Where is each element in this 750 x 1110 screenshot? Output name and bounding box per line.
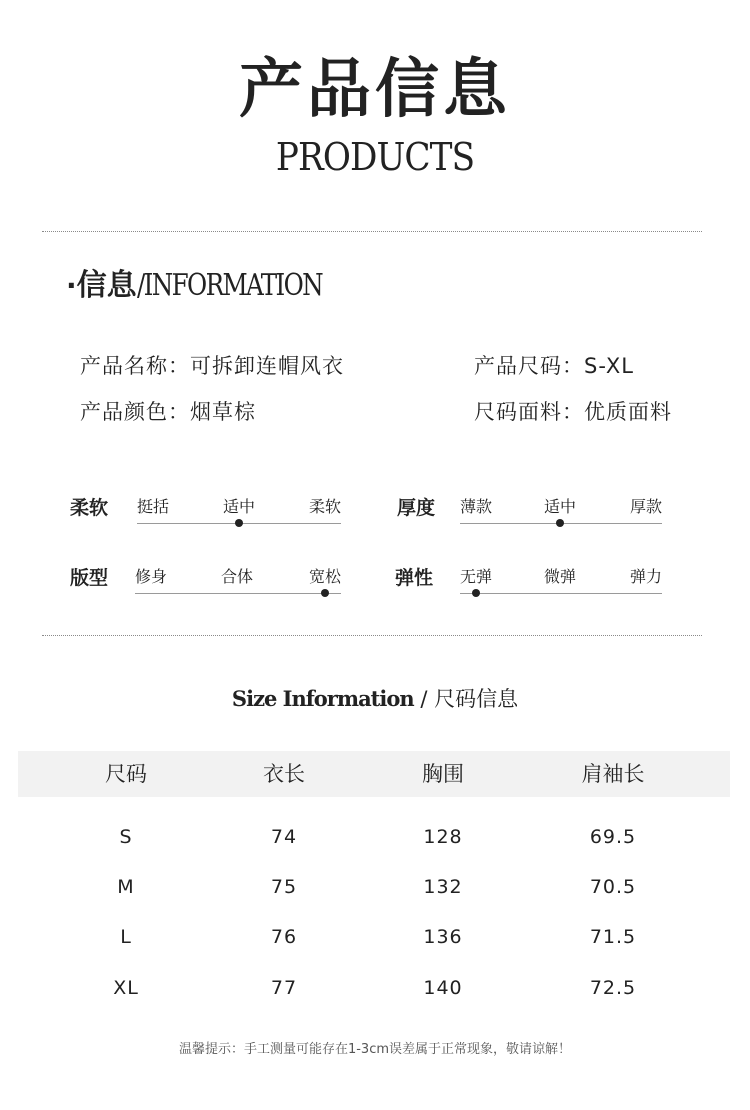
softness-option-2: 适中: [223, 497, 256, 516]
table-cell-chest: 132: [423, 876, 463, 898]
fit-option-3: 宽松: [308, 567, 341, 586]
table-cell-length: 77: [270, 977, 298, 999]
table-cell-chest: 140: [423, 977, 463, 999]
table-cell-sleeve: 69.5: [589, 826, 637, 848]
column-header-sleeve: 肩袖长: [581, 762, 645, 786]
fit-scale-bar: [135, 593, 341, 594]
softness-marker: [235, 519, 243, 527]
table-cell-size: M: [117, 876, 135, 898]
elasticity-scale-bar: [460, 593, 662, 594]
column-header-chest: 胸围: [422, 762, 464, 786]
thickness-option-1: 薄款: [460, 497, 493, 516]
thickness-option-2: 适中: [544, 497, 577, 516]
fit-option-2: 合体: [221, 567, 254, 586]
table-cell-chest: 128: [423, 826, 463, 848]
elasticity-option-1: 无弹: [460, 567, 493, 586]
table-cell-chest: 136: [423, 926, 463, 948]
page-title: 产品信息: [239, 53, 511, 127]
elasticity-label: 弹性: [395, 567, 434, 589]
thickness-scale: [460, 496, 662, 536]
table-cell-length: 75: [270, 876, 298, 898]
softness-label: 柔软: [70, 497, 109, 519]
size-heading-en: Size Information: [231, 686, 414, 711]
column-header-size: 尺码: [105, 762, 147, 786]
elasticity-option-3: 弹力: [629, 567, 662, 586]
product-fabric: 尺码面料：优质面料: [474, 400, 672, 424]
info-heading-en: /INFORMATION: [136, 268, 322, 303]
table-cell-size: L: [120, 926, 132, 948]
bullet-dot: ·: [66, 269, 77, 302]
table-cell-size: XL: [113, 977, 139, 999]
fit-label: 版型: [70, 567, 109, 589]
table-cell-sleeve: 70.5: [589, 876, 637, 898]
size-section-heading: [0, 684, 750, 714]
fit-marker: [321, 589, 329, 597]
table-cell-length: 74: [270, 826, 298, 848]
divider-top: [42, 231, 702, 232]
measurement-note: 温馨提示：手工测量可能存在1-3cm误差属于正常现象，敬请谅解！: [178, 1042, 572, 1057]
thickness-label: 厚度: [397, 497, 436, 519]
table-cell-length: 76: [270, 926, 298, 948]
elasticity-option-2: 微弹: [544, 567, 577, 586]
size-heading-separator: /: [413, 687, 435, 711]
product-size-range: 产品尺码：S-XL: [474, 354, 634, 378]
page-subtitle: PRODUCTS: [275, 135, 475, 179]
divider-middle: [42, 635, 702, 636]
table-cell-sleeve: 72.5: [589, 977, 637, 999]
fit-option-1: 修身: [135, 567, 168, 586]
thickness-option-3: 厚款: [629, 497, 662, 516]
product-name: 产品名称：可拆卸连帽风衣: [80, 354, 344, 378]
info-heading-cn: 信息: [76, 268, 137, 303]
fit-scale: [135, 566, 341, 606]
column-header-length: 衣长: [263, 762, 305, 786]
elasticity-marker: [472, 589, 480, 597]
softness-option-1: 挺括: [137, 497, 170, 516]
info-section-heading: [66, 266, 362, 306]
table-cell-size: S: [119, 826, 133, 848]
table-cell-sleeve: 71.5: [589, 926, 637, 948]
softness-scale: [137, 496, 341, 536]
elasticity-scale: [460, 566, 662, 606]
product-color: 产品颜色：烟草棕: [80, 400, 256, 424]
softness-option-3: 柔软: [308, 497, 341, 516]
thickness-marker: [556, 519, 564, 527]
size-heading-cn: 尺码信息: [434, 687, 519, 711]
